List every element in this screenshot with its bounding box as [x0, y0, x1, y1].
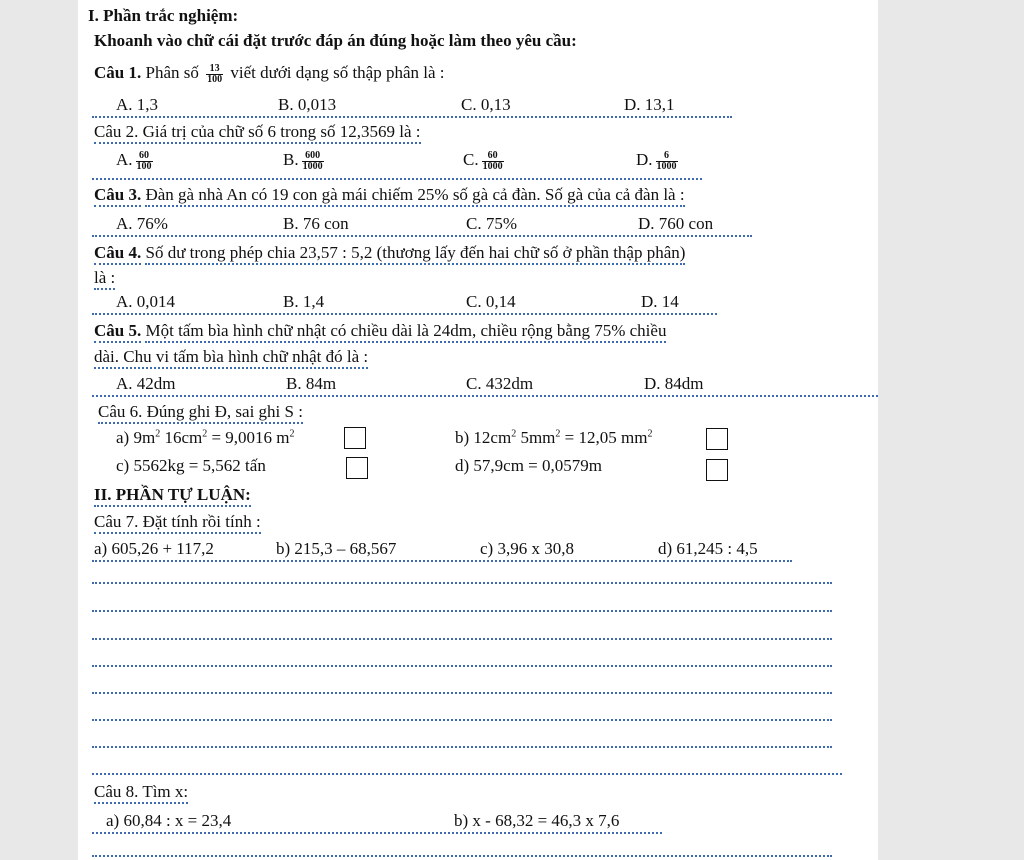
q2-b-fraction: [302, 151, 324, 172]
q3-options-underline: [92, 235, 752, 237]
q2-option-c[interactable]: [463, 150, 507, 172]
q2-d-den: 1000: [656, 160, 677, 172]
q3-option-d[interactable]: D. 760 con: [638, 214, 714, 233]
q6-b-sup3: 2: [647, 428, 653, 440]
q6-b-sup2: 2: [555, 428, 561, 440]
question-1: [94, 63, 445, 85]
q1-option-b[interactable]: B. 0,013: [278, 95, 337, 114]
q3-text: Đàn gà nhà An có 19 con gà mái chiếm 25% số gà cả đàn. Số gà của cả đàn là :: [145, 185, 684, 207]
q4-option-b[interactable]: B. 1,4: [283, 292, 325, 311]
q5-line2: dài. Chu vi tấm bìa hình chữ nhật đó là :: [94, 347, 368, 369]
q1-options-underline: [92, 116, 732, 118]
q7-title: Câu 7. Đặt tính rồi tính :: [94, 512, 261, 534]
q6-c-answer-box[interactable]: [346, 457, 368, 479]
q4-options-underline: [92, 313, 717, 315]
q3-option-b[interactable]: B. 76 con: [283, 214, 349, 233]
q6-b-post: = 12,05 mm: [560, 428, 648, 447]
q6-b-sup1: 2: [511, 428, 517, 440]
q2-c-den: 1000: [482, 160, 503, 172]
question-4: [94, 243, 685, 263]
q6-statement-b: [455, 428, 652, 448]
q7-item-b: b) 215,3 – 68,567: [276, 539, 397, 558]
q4-label: Câu 4.: [94, 243, 141, 265]
q2-b-num: 600: [305, 149, 321, 161]
part1-instruction: Khoanh vào chữ cái đặt trước đáp án đúng hoặc làm theo yêu cầu:: [94, 31, 577, 50]
q1-frac-den: 100: [207, 73, 223, 85]
q2-c-fraction: [482, 151, 504, 172]
answer-line[interactable]: [92, 665, 832, 667]
q1-option-d[interactable]: D. 13,1: [624, 95, 675, 114]
q5-options-underline: [92, 395, 878, 397]
q3-label: Câu 3.: [94, 185, 141, 207]
q5-option-d[interactable]: D. 84dm: [644, 374, 704, 393]
question-8: [94, 782, 188, 802]
question-6: [98, 402, 303, 422]
q4-option-a[interactable]: A. 0,014: [116, 292, 176, 311]
question-4-cont: [94, 268, 115, 288]
q6-a-post: = 9,0016 m: [207, 428, 290, 447]
q2-option-b[interactable]: [283, 150, 327, 172]
answer-line[interactable]: [92, 638, 832, 640]
q6-a-sup1: 2: [155, 428, 161, 440]
answer-line[interactable]: [92, 692, 832, 694]
answer-line[interactable]: [92, 582, 832, 584]
q8-title: Câu 8. Tìm x:: [94, 782, 188, 804]
answer-line[interactable]: [92, 719, 832, 721]
q8-item-a: a) 60,84 : x = 23,4: [106, 811, 232, 830]
q4-line2: là :: [94, 268, 115, 290]
q1-post: viết dưới dạng số thập phân là :: [230, 63, 445, 82]
q6-statement-d: d) 57,9cm = 0,0579m: [455, 456, 602, 475]
question-3: [94, 185, 685, 205]
q5-label: Câu 5.: [94, 321, 141, 343]
q7-item-a: a) 605,26 + 117,2: [94, 539, 214, 558]
q1-fraction: [206, 64, 223, 85]
q5-option-a[interactable]: A. 42dm: [116, 374, 176, 393]
q6-a-sup3: 2: [289, 428, 295, 440]
q6-statement-c: c) 5562kg = 5,562 tấn: [116, 456, 266, 475]
question-7: [94, 512, 261, 532]
q6-b-pre: b) 12cm: [455, 428, 512, 447]
q2-a-label: A.: [116, 150, 133, 169]
q3-option-c[interactable]: C. 75%: [466, 214, 517, 233]
q2-options-underline: [92, 178, 702, 180]
q1-pre: Phân số: [145, 63, 199, 82]
q6-title: Câu 6. Đúng ghi Đ, sai ghi S :: [98, 402, 303, 424]
q6-d-answer-box[interactable]: [706, 459, 728, 481]
q6-b-mid: 5mm: [516, 428, 556, 447]
q6-a-answer-box[interactable]: [344, 427, 366, 449]
q2-text: Câu 2. Giá trị của chữ số 6 trong số 12,3569 là :: [94, 122, 421, 144]
answer-line[interactable]: [92, 773, 842, 775]
document-page: [78, 0, 878, 860]
q6-a-sup2: 2: [202, 428, 208, 440]
answer-line[interactable]: [92, 746, 832, 748]
question-5: [94, 321, 666, 341]
q2-option-d[interactable]: [636, 150, 681, 172]
q5-option-b[interactable]: B. 84m: [286, 374, 337, 393]
q2-d-num: 6: [664, 149, 670, 161]
q3-option-a[interactable]: A. 76%: [116, 214, 168, 233]
part2-title: [94, 485, 251, 505]
q2-b-label: B.: [283, 150, 299, 169]
q5-option-c[interactable]: C. 432dm: [466, 374, 534, 393]
q1-frac-num: 13: [209, 62, 220, 74]
q7-item-d: d) 61,245 : 4,5: [658, 539, 758, 558]
q4-option-d[interactable]: D. 14: [641, 292, 679, 311]
q2-b-den: 1000: [302, 160, 323, 172]
q4-option-c[interactable]: C. 0,14: [466, 292, 516, 311]
q6-a-pre: a) 9m: [116, 428, 156, 447]
part2-title-text: II. PHẦN TỰ LUẬN:: [94, 485, 251, 507]
q7-items-underline: [92, 560, 792, 562]
part1-title: I. Phần trắc nghiệm:: [88, 6, 239, 25]
q8-items-underline: [92, 832, 662, 834]
q6-statement-a: [116, 428, 295, 448]
q2-a-fraction: [136, 151, 153, 172]
question-5-cont: [94, 347, 368, 367]
q2-c-num: 60: [487, 149, 498, 161]
q4-line1: Số dư trong phép chia 23,57 : 5,2 (thương lấy đến hai chữ số ở phần thập phân): [145, 243, 685, 265]
q1-option-c[interactable]: C. 0,13: [461, 95, 511, 114]
q2-c-label: C.: [463, 150, 479, 169]
answer-line[interactable]: [92, 610, 832, 612]
q2-a-num: 60: [139, 149, 150, 161]
q8-item-b: b) x - 68,32 = 46,3 x 7,6: [454, 811, 620, 830]
q2-d-label: D.: [636, 150, 653, 169]
answer-line[interactable]: [92, 855, 832, 857]
q2-a-den: 100: [136, 160, 152, 172]
q6-b-answer-box[interactable]: [706, 428, 728, 450]
q2-d-fraction: [656, 151, 678, 172]
q7-item-c: c) 3,96 x 30,8: [480, 539, 574, 558]
q5-line1: Một tấm bìa hình chữ nhật có chiều dài là 24dm, chiều rộng bằng 75% chiều: [145, 321, 666, 343]
question-2: [94, 122, 421, 142]
q1-option-a[interactable]: A. 1,3: [116, 95, 159, 114]
q6-a-mid: 16cm: [160, 428, 203, 447]
q1-label: Câu 1.: [94, 63, 142, 82]
q2-option-a[interactable]: [116, 150, 156, 172]
